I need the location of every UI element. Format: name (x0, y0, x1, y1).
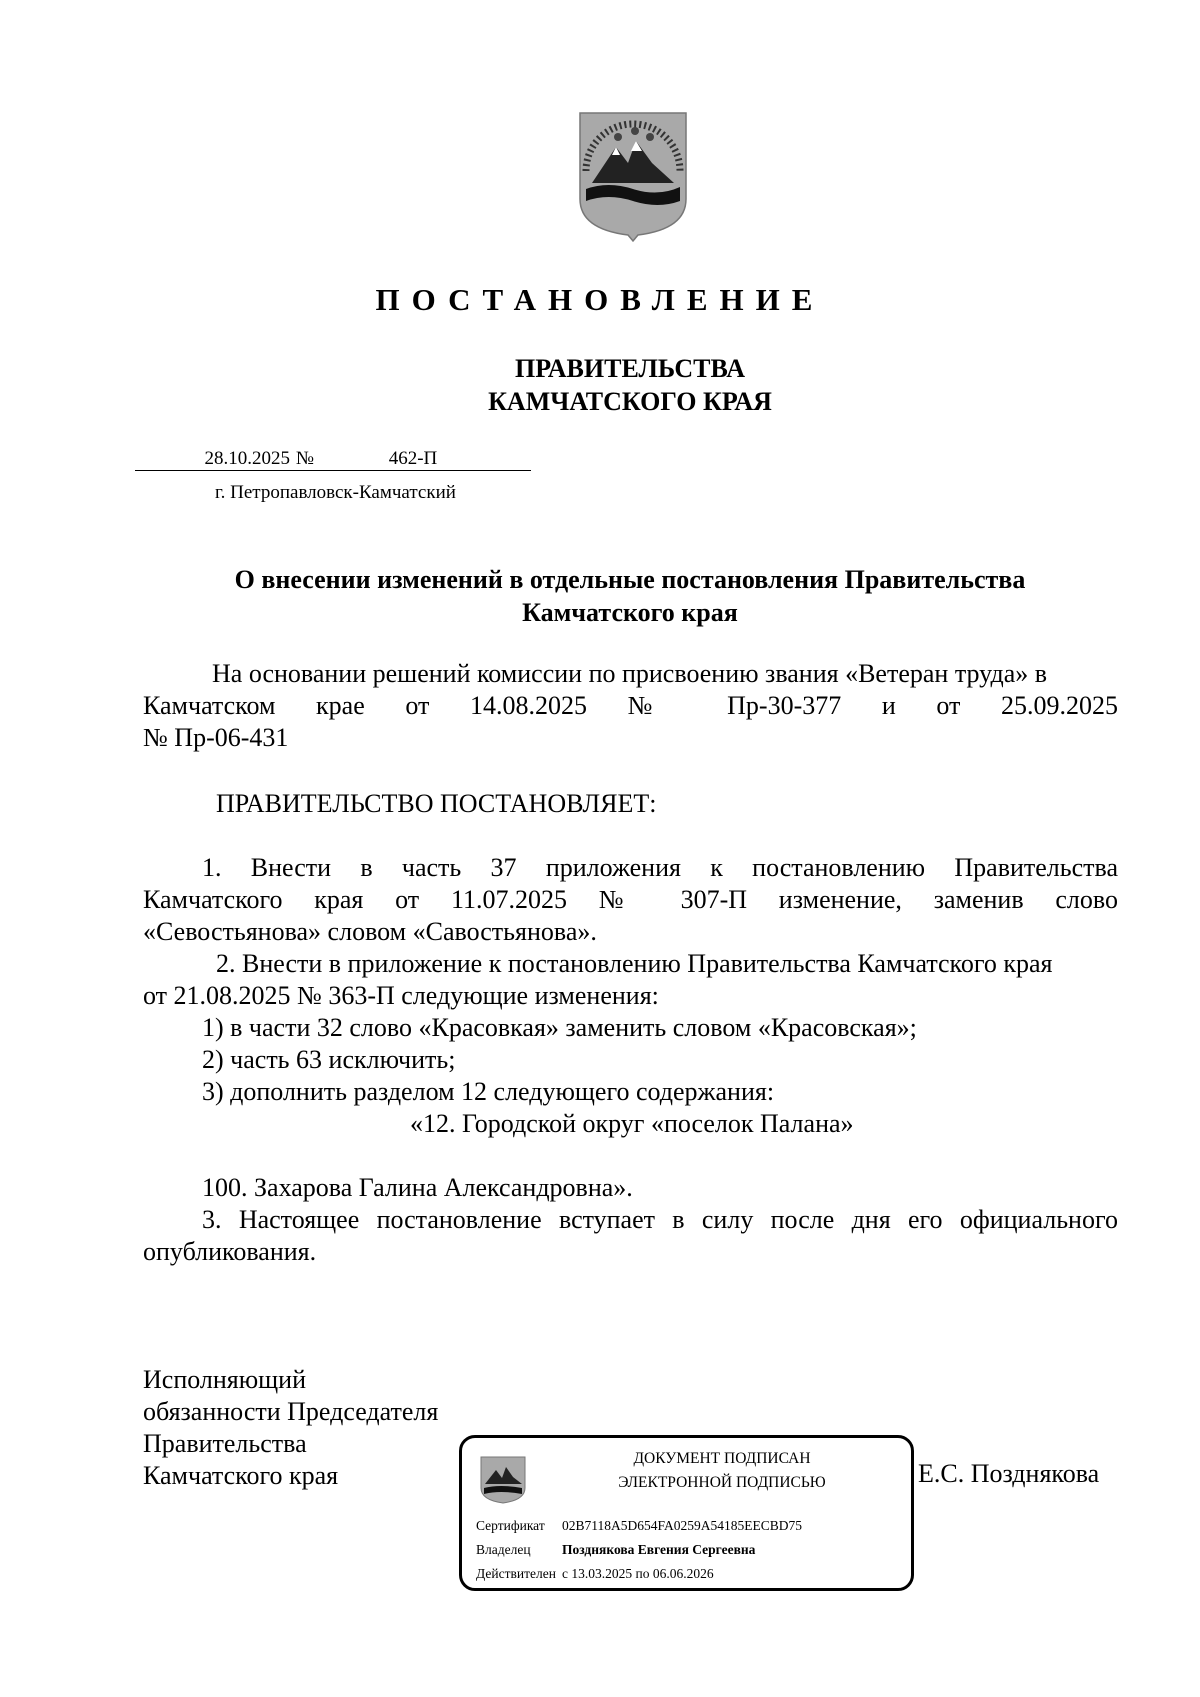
electronic-signature-stamp (459, 1435, 914, 1591)
stamp-validity-row (476, 1566, 714, 1582)
city: г. Петропавловск-Камчатский (215, 482, 456, 503)
coat-of-arms-icon (578, 111, 688, 243)
subitem-1: 1) в части 32 слово «Красовкая» заменить словом «Красовская»; (202, 1013, 917, 1042)
stamp-owner-row (476, 1542, 756, 1558)
signer-position-line-4: Камчатского края (143, 1461, 339, 1490)
item-3-line-2: опубликования. (143, 1237, 317, 1266)
stamp-title-line-2: ЭЛЕКТРОННОЙ ПОДПИСЬЮ (618, 1474, 826, 1491)
coat-of-arms-small-icon (480, 1456, 526, 1504)
section-title: «12. Городской округ «поселок Палана» (410, 1109, 854, 1138)
underline-tail (468, 448, 531, 471)
item-3-line-1: 3. Настоящее постановление вступает в силу после дня его официального (202, 1205, 1118, 1234)
stamp-owner-label: Владелец (476, 1542, 531, 1557)
document-date: 28.10.2025 (135, 448, 290, 471)
issuer-line-2: КАМЧАТСКОГО КРАЯ (488, 387, 772, 416)
list-entry: 100. Захарова Галина Александровна». (202, 1173, 633, 1202)
underline-gap (320, 448, 358, 471)
signer-position-line-2: обязанности Председателя (143, 1397, 439, 1426)
signer-position-line-3: Правительства (143, 1429, 307, 1458)
signer-name: Е.С. Позднякова (918, 1459, 1100, 1488)
stamp-owner-value: Позднякова Евгения Сергеевна (562, 1542, 756, 1557)
number-sign: № (290, 448, 320, 471)
issuer-line-1: ПРАВИТЕЛЬСТВА (515, 354, 745, 383)
stamp-valid-label: Действителен (476, 1566, 556, 1581)
item-2-line-1: 2. Внести в приложение к постановлению Правительства Камчатского края (216, 949, 1053, 978)
stamp-valid-value: с 13.03.2025 по 06.06.2026 (562, 1566, 714, 1581)
subject-line-1: О внесении изменений в отдельные постановления Правительства (234, 565, 1026, 594)
preamble-line-1: На основании решений комиссии по присвоению звания «Ветеран труда» в (212, 659, 1048, 688)
document-number: 462-П (358, 448, 468, 471)
stamp-certificate-row (476, 1518, 803, 1534)
preamble-line-2: Камчатском крае от 14.08.2025 № Пр-30-377 и от 25.09.2025 (143, 691, 1119, 720)
resolves-heading: ПРАВИТЕЛЬСТВО ПОСТАНОВЛЯЕТ: (216, 789, 657, 818)
stamp-cert-label: Сертификат (476, 1518, 545, 1533)
item-2-line-2: от 21.08.2025 № 363-П следующие изменения: (143, 981, 659, 1010)
document-type-title: ПОСТАНОВЛЕНИЕ (375, 282, 825, 317)
subitem-2: 2) часть 63 исключить; (202, 1045, 456, 1074)
item-1-line-3: «Севостьянова» словом «Савостьянова». (143, 917, 597, 946)
stamp-cert-value: 02B7118A5D654FA0259A54185EECBD75 (562, 1518, 803, 1533)
subitem-3: 3) дополнить разделом 12 следующего содержания: (202, 1077, 775, 1106)
subject-line-2: Камчатского края (522, 598, 738, 627)
preamble-line-3: № Пр-06-431 (143, 723, 289, 752)
item-1-line-2: Камчатского края от 11.07.2025 № 307-П изменение, заменив слово (143, 885, 1118, 914)
signer-position-line-1: Исполняющий (143, 1365, 307, 1394)
item-1-line-1: 1. Внести в часть 37 приложения к постановлению Правительства (202, 853, 1118, 882)
stamp-title-line-1: ДОКУМЕНТ ПОДПИСАН (633, 1450, 811, 1467)
